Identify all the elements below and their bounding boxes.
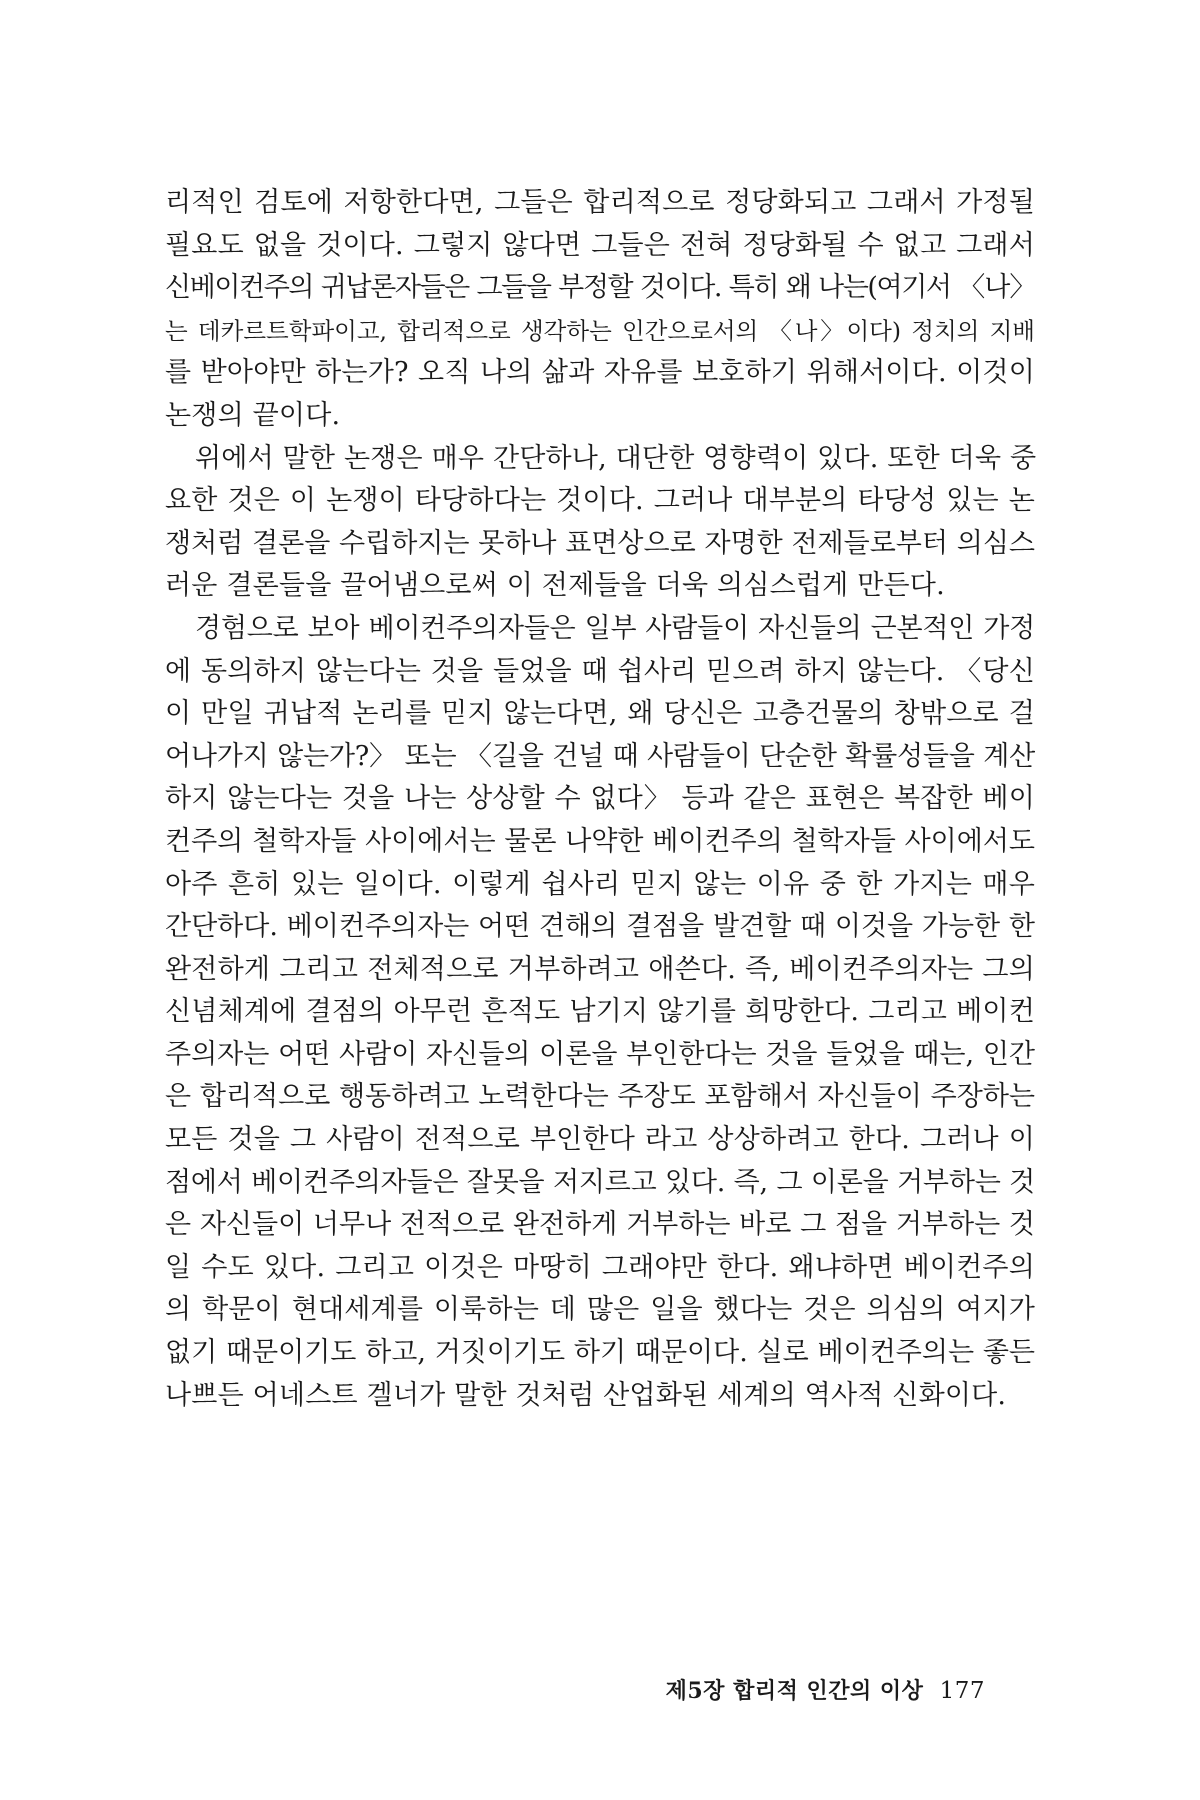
text-line: 리적인 검토에 저항한다면, 그들은 합리적으로 정당화되고 그래서 가정될: [165, 187, 1035, 218]
text-line: 하지 않는다는 것을 나는 상상할 수 없다〉 등과 같은 표현은 복잡한 베이: [165, 783, 1035, 815]
chapter-title: 제5장 합리적 인간의 이상: [665, 1678, 924, 1704]
page-number: 177: [939, 1678, 985, 1704]
text-line: 경험으로 보아 베이컨주의자들은 일부 사람들이 자신들의 근본적인 가정: [195, 612, 1035, 644]
text-line: 를 받아야만 하는가? 오직 나의 삶과 자유를 보호하기 위해서이다. 이것이: [165, 357, 1035, 389]
text-line: 컨주의 철학자들 사이에서는 물론 나약한 베이컨주의 철학자들 사이에서도: [165, 825, 1035, 857]
paragraph-1: [165, 182, 1035, 438]
running-footer: [666, 1674, 985, 1705]
text-line: 신념체계에 결점의 아무런 흔적도 남기지 않기를 희망한다. 그리고 베이컨: [165, 996, 1035, 1028]
text-line: 주의자는 어떤 사람이 자신들의 이론을 부인한다는 것을 들었을 때는, 인간: [165, 1038, 1035, 1070]
paragraph-2: [165, 438, 1035, 608]
text-line: 모든 것을 그 사람이 전적으로 부인한다 라고 상상하려고 한다. 그러나 이: [165, 1124, 1035, 1156]
text-line: 에 동의하지 않는다는 것을 들었을 때 쉽사리 믿으려 하지 않는다. 〈당신: [165, 655, 1035, 687]
text-line: 쟁처럼 결론을 수립하지는 못하나 표면상으로 자명한 전제들로부터 의심스: [165, 527, 1035, 559]
text-line: 는 데카르트학파이고, 합리적으로 생각하는 인간으로서의 〈나〉이다) 정치의 지배: [165, 316, 1035, 345]
text-line: 일 수도 있다. 그리고 이것은 마땅히 그래야만 한다. 왜냐하면 베이컨주의: [165, 1251, 1035, 1283]
text-line: 은 합리적으로 행동하려고 노력한다는 주장도 포함해서 자신들이 주장하는: [165, 1081, 1035, 1113]
text-line: 없기 때문이기도 하고, 거짓이기도 하기 때문이다. 실로 베이컨주의는 좋든: [165, 1337, 1035, 1369]
text-line: 논쟁의 끝이다.: [165, 399, 341, 431]
text-line: 완전하게 그리고 전체적으로 거부하려고 애쓴다. 즉, 베이컨주의자는 그의: [165, 953, 1035, 985]
text-line: 필요도 없을 것이다. 그렇지 않다면 그들은 전혀 정당화될 수 없고 그래서: [165, 229, 1035, 261]
text-line: 러운 결론들을 끌어냄으로써 이 전제들을 더욱 의심스럽게 만든다.: [165, 570, 945, 602]
text-line: 간단하다. 베이컨주의자는 어떤 견해의 결점을 발견할 때 이것을 가능한 한: [165, 911, 1035, 943]
text-line: 나쁘든 어네스트 겔너가 말한 것처럼 산업화된 세계의 역사적 신화이다.: [165, 1379, 1007, 1411]
text-line: 은 자신들이 너무나 전적으로 완전하게 거부하는 바로 그 점을 거부하는 것: [165, 1209, 1035, 1241]
paragraph-3: [165, 608, 1035, 1417]
text-line: 신베이컨주의 귀납론자들은 그들을 부정할 것이다. 특히 왜 나는(여기서 〈나〉: [165, 272, 1035, 304]
text-line: 위에서 말한 논쟁은 매우 간단하나, 대단한 영향력이 있다. 또한 더욱 중: [195, 442, 1037, 474]
text-line: 아주 흔히 있는 일이다. 이렇게 쉽사리 믿지 않는 이유 중 한 가지는 매우: [165, 868, 1035, 900]
text-line: 의 학문이 현대세계를 이룩하는 데 많은 일을 했다는 것은 의심의 여지가: [165, 1294, 1035, 1326]
body-text: [165, 182, 1035, 1417]
text-line: 이 만일 귀납적 논리를 믿지 않는다면, 왜 당신은 고층건물의 창밖으로 걸: [165, 698, 1035, 730]
text-line: 요한 것은 이 논쟁이 타당하다는 것이다. 그러나 대부분의 타당성 있는 논: [165, 485, 1035, 517]
text-line: 어나가지 않는가?〉 또는 〈길을 건널 때 사람들이 단순한 확률성들을 계산: [165, 740, 1035, 772]
text-line: 점에서 베이컨주의자들은 잘못을 저지르고 있다. 즉, 그 이론을 거부하는 것: [165, 1166, 1035, 1198]
